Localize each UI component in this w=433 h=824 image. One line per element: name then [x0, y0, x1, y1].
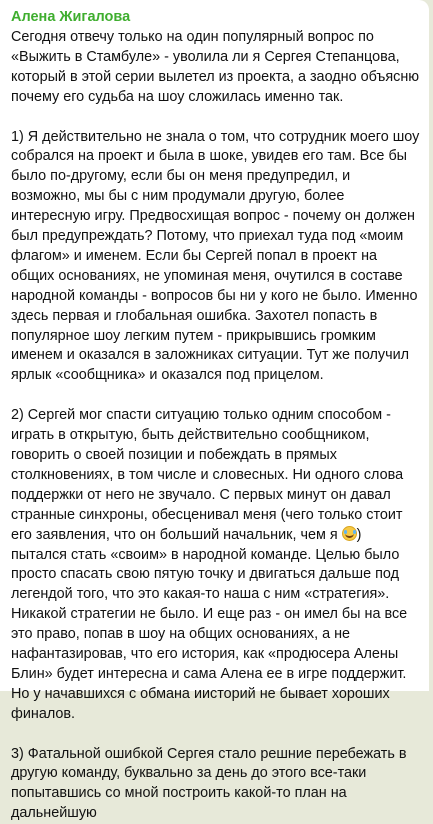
message-paragraph-3: 3) Фатальной ошибкой Сергея стало решние перебежать в другую команду, буквально за день до этого все-таки попытавшись со мной построить какой-то план на дальнейшую: [11, 745, 407, 822]
paragraph-2-part-b: ) пытался стать «своим» в народной команде. Целью было просто спасать свою пятую точку и двигаться дальше под легендой того, что это какая-то наша с ним «стратегия». Никакой стратегии не было. И еще раз - он имел бы на все это право, попав в шоу на общих основаниях, а не нафантазировав, что его история, как «продюсера Алены Блин» будет интересна и сама Алена ее в игре поддержит. Но у начавшихся с обмана иисторий не бывает хороших финалов.: [11, 526, 408, 722]
paragraph-gap: [11, 108, 420, 128]
laughing-emoji-icon: [342, 526, 357, 541]
message-text: [11, 28, 420, 824]
paragraph-gap: [11, 386, 420, 406]
message-intro: Сегодня отвечу только на один популярный вопрос по «Выжить в Стамбуле» - уволила ли я Сергея Степанцова, который в этой серии вылетел из проекта, а заодно объясню почему его судьба на шоу сложилась именно так.: [11, 29, 420, 105]
paragraph-gap: [11, 725, 420, 745]
paragraph-2-part-a: 2) Сергей мог спасти ситуацию только одним способом - играть в открытую, быть действительно сообщником, говорить о своей позиции и побеждать в прямых столкновениях, в том числе и словесных. Ни одного слова поддержки от него не звучало. С первых минут он давал странные синхроны, обесценивал меня (чего только стоит его заявления, что он больший начальник, чем я: [11, 407, 404, 543]
message-paragraph-2: [11, 406, 420, 725]
sender-name[interactable]: Алена Жигалова: [11, 9, 131, 25]
message-paragraph-1: 1) Я действительно не знала о том, что сотрудник моего шоу собрался на проект и была в шоке, увидев его там. Все бы было по-другому, если бы он меня предупредил, и возможно, мы бы с ним продумали другую, более интересную игру. Предвосхищая вопрос - почему он должен был предупреждать? Потому, что приехал туда под «моим флагом» и именем. Если бы Сергей попал в проект на общих основаниях, не упоминая меня, очутился в составе народной команды - вопросов бы ни у кого не было. Именно здесь первая и глобальная ошибка. Захотел попасть в популярное шоу легким путем - прикрывшись громким именем и оказался в заложниках ситуации. Тут же получил ярлык «сообщника» и оказался под прицелом.: [11, 128, 420, 384]
